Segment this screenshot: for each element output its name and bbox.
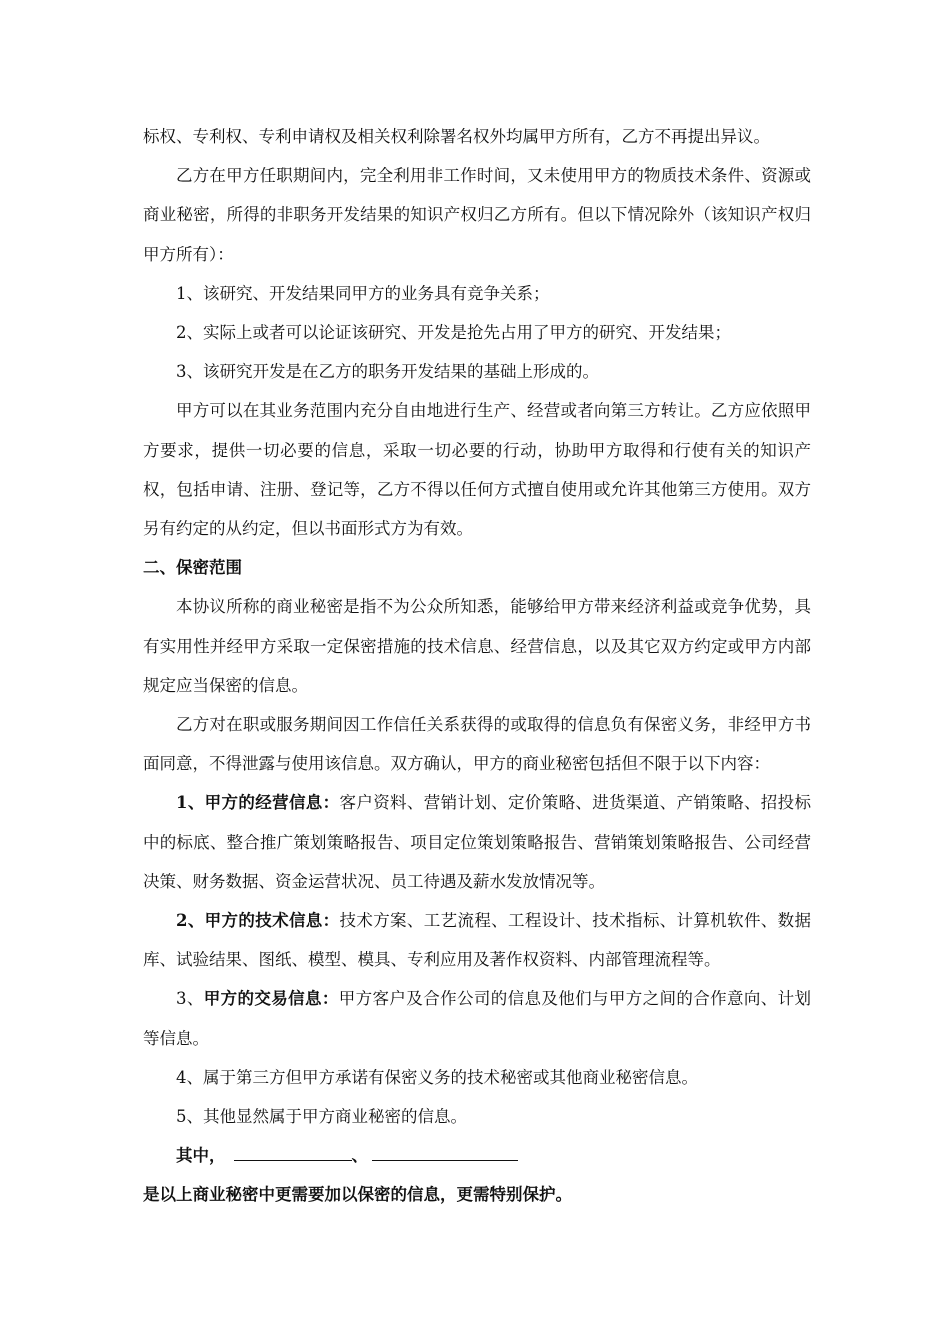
secret-item-business-info: [143, 783, 811, 901]
secret-item-transaction-info: [143, 979, 811, 1057]
trade-secret-definition-paragraph: 本协议所称的商业秘密是指不为公众所知悉，能够给甲方带来经济利益或竞争优势，具有实用性并经甲方采取一定保密措施的技术信息、经营信息，以及其它双方约定或甲方内部规定应当保密的信息。: [143, 597, 811, 695]
secret-item-other: 5、其他显然属于甲方商业秘密的信息。: [176, 1107, 467, 1127]
secret-item-label: 甲方的交易信息：: [203, 989, 339, 1009]
confidentiality-obligation-paragraph: 乙方对在职或服务期间因工作信任关系获得的或取得的信息负有保密义务，非经甲方书面同意，不得泄露与使用该信息。双方确认，甲方的商业秘密包括但不限于以下内容：: [143, 715, 811, 774]
secret-item-text: 甲方客户及合作公司的信息及他们与甲方之间的合作意向、计划等信息。: [143, 989, 812, 1048]
fill-in-blank-2[interactable]: [372, 1144, 518, 1162]
emphasis-line: [143, 1136, 811, 1175]
secret-item-label: 2、甲方的技术信息：: [176, 911, 340, 931]
fill-in-blank-1[interactable]: [234, 1144, 352, 1162]
document-body: [143, 117, 811, 1215]
continuation-paragraph: 标权、专利权、专利申请权及相关权利除署名权外均属甲方所有，乙方不再提出异议。: [143, 127, 770, 146]
emphasis-separator: 、: [351, 1146, 368, 1166]
secret-item-prefix: 3、: [176, 989, 204, 1009]
emphasis-intro: 其中，: [176, 1146, 226, 1166]
secret-item-text: 客户资料、营销计划、定价策略、进货渠道、产销策略、招投标中的标底、整合推广策划策略报告、项目定位策划策略报告、营销策划策略报告、公司经营决策、财务数据、资金运营状况、员工待遇及薪水发放情况等。: [143, 793, 811, 891]
emphasis-conclusion: 是以上商业秘密中更需要加以保密的信息，更需特别保护。: [143, 1185, 572, 1205]
secret-item-third-party: 4、属于第三方但甲方承诺有保密义务的技术秘密或其他商业秘密信息。: [176, 1067, 698, 1087]
exception-item-1: 1、该研究、开发结果同甲方的业务具有竞争关系；: [176, 283, 550, 303]
secret-item-label: 1、甲方的经营信息：: [176, 793, 340, 813]
party-a-rights-paragraph: 甲方可以在其业务范围内充分自由地进行生产、经营或者向第三方转让。乙方应依照甲方要求，提供一切必要的信息，采取一切必要的行动，协助甲方取得和行使有关的知识产权，包括申请、注册、登记等，乙方不得以任何方式擅自使用或允许其他第三方使用。双方另有约定的从约定，但以书面形式方为有效。: [143, 401, 811, 539]
exception-item-3: 3、该研究开发是在乙方的职务开发结果的基础上形成的。: [176, 362, 599, 382]
exception-item-2: 2、实际上或者可以论证该研究、开发是抢先占用了甲方的研究、开发结果；: [176, 323, 731, 343]
non-service-ip-paragraph: 乙方在甲方任职期间内，完全利用非工作时间，又未使用甲方的物质技术条件、资源或商业秘密，所得的非职务开发结果的知识产权归乙方所有。但以下情况除外（该知识产权归甲方所有）：: [143, 166, 811, 264]
section-heading-confidentiality-scope: 二、保密范围: [143, 558, 242, 578]
secret-item-text: 技术方案、工艺流程、工程设计、技术指标、计算机软件、数据库、试验结果、图纸、模型、模具、专利应用及著作权资料、内部管理流程等。: [143, 911, 811, 970]
secret-item-technical-info: [143, 901, 811, 979]
